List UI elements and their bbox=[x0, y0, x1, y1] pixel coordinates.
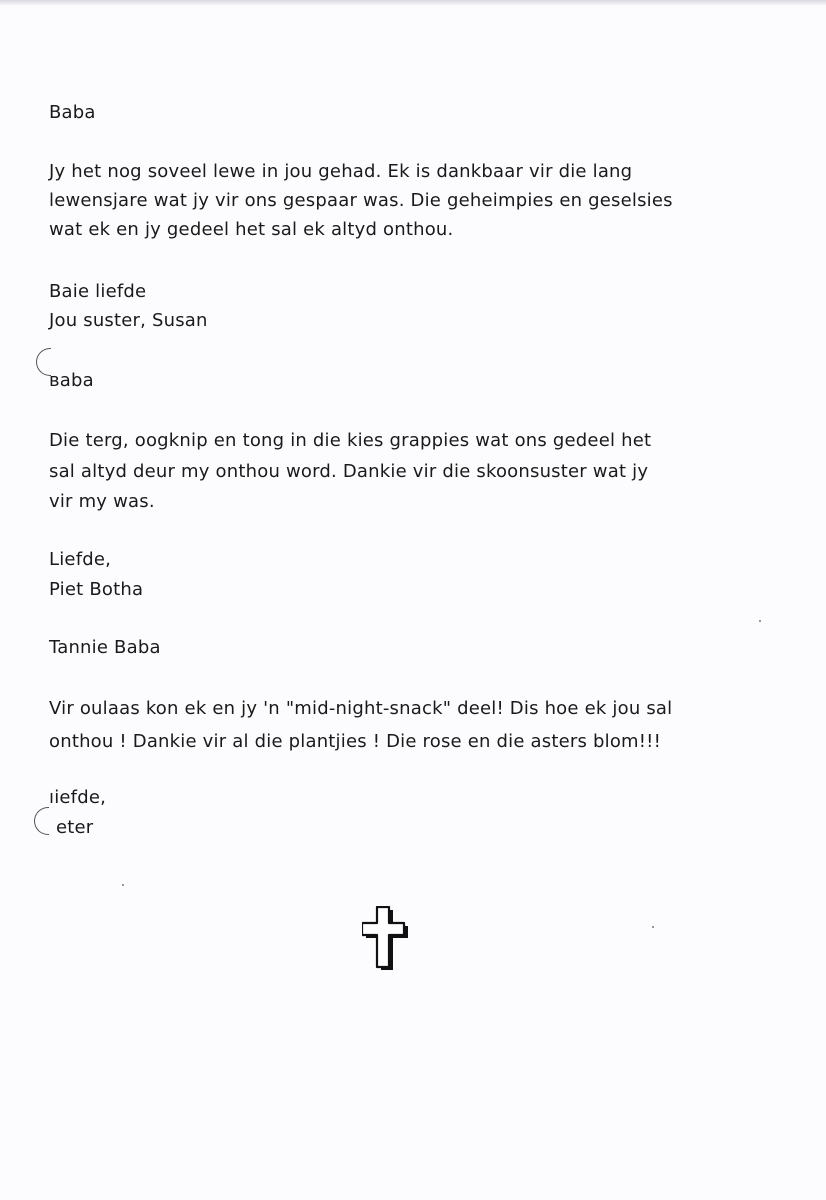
message-2-closing: Liefde, bbox=[49, 549, 112, 570]
message-2-greeting: вaba bbox=[49, 370, 94, 391]
message-1-body-line-3: wat ek en jy gedeel het sal ek altyd onthou. bbox=[49, 219, 454, 240]
message-2-body-line-3: vir my was. bbox=[49, 491, 155, 512]
scan-speck bbox=[652, 926, 654, 928]
message-3-body-line-1: Vir oulaas kon ek en jy 'n "mid-night-snack" deel! Dis hoe ek jou sal bbox=[49, 698, 673, 719]
message-1-signature: Jou suster, Susan bbox=[49, 310, 208, 331]
message-2-body-line-2: sal altyd deur my onthou word. Dankie vir die skoonsuster wat jy bbox=[49, 461, 649, 482]
message-2-signature: Piet Botha bbox=[49, 579, 144, 600]
message-2-body-line-1: Die terg, oogknip en tong in die kies grappies wat ons gedeel het bbox=[49, 430, 652, 451]
message-3-signature: eter bbox=[56, 817, 94, 838]
punch-hole-mark bbox=[34, 807, 49, 835]
message-1-closing: Baie liefde bbox=[49, 281, 147, 302]
message-1-body-line-2: lewensjare wat jy vir ons gespaar was. Die geheimpies en geselsies bbox=[49, 190, 673, 211]
message-3-closing: ıiefde, bbox=[49, 787, 107, 808]
cross-icon bbox=[362, 906, 412, 972]
message-1-body-line-1: Jy het nog soveel lewe in jou gehad. Ek is dankbaar vir die lang bbox=[49, 161, 633, 182]
scan-top-edge bbox=[0, 0, 826, 6]
message-1-greeting: Baba bbox=[49, 102, 96, 123]
message-3-body-line-2: onthou ! Dankie vir al die plantjies ! Die rose en die asters blom!!! bbox=[49, 731, 662, 752]
scan-speck bbox=[122, 884, 124, 886]
message-3-greeting: Tannie Baba bbox=[49, 637, 161, 658]
scan-speck bbox=[759, 620, 761, 622]
